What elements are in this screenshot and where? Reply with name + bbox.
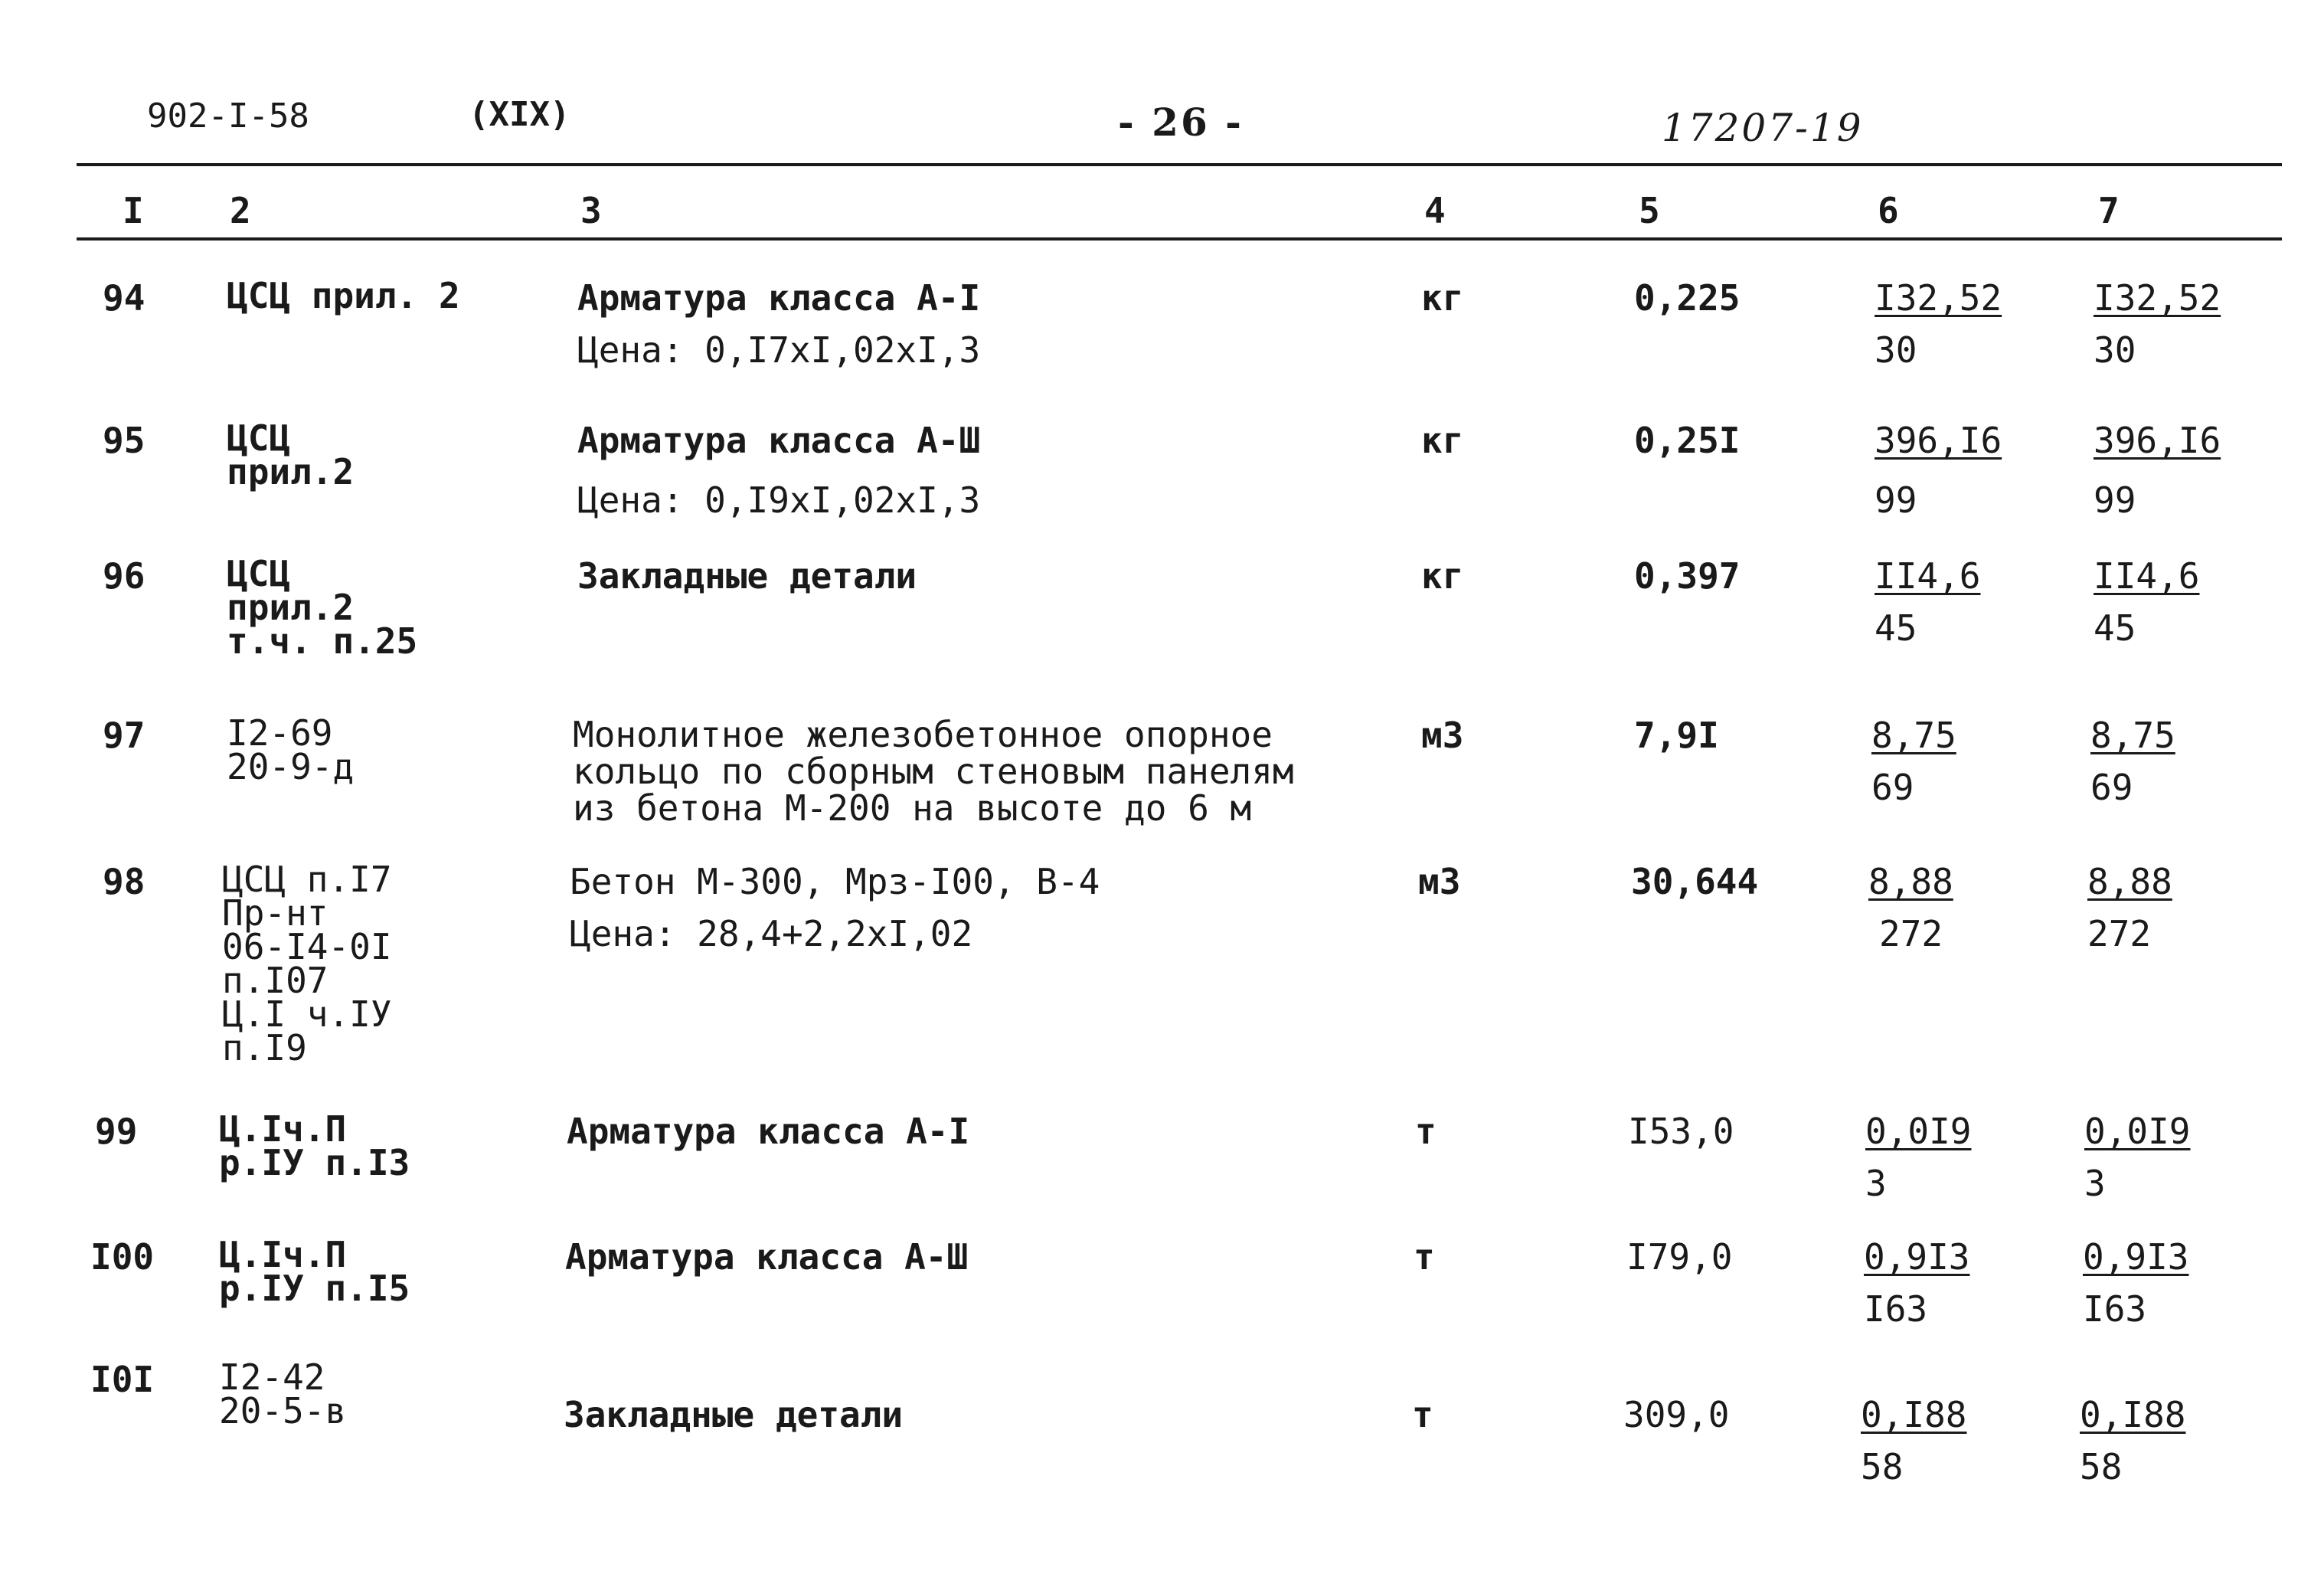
- row-number: 99: [95, 1111, 138, 1152]
- cost: 30: [1875, 329, 1917, 371]
- description-line: Арматура класса А-Ш: [577, 420, 981, 461]
- description-line: Арматура класса А-I: [567, 1111, 970, 1152]
- description-line: Цена: 0,I7xI,02xI,3: [577, 329, 981, 371]
- section-number: (XIX): [469, 95, 570, 134]
- norm-code-line: прил.2: [227, 587, 355, 628]
- quantity-cost-col7: [2087, 862, 2172, 953]
- row-number: I00: [90, 1236, 155, 1278]
- description-line: Монолитное железобетонное опорное: [573, 714, 1273, 755]
- unit-rate: 0,25I: [1634, 420, 1741, 461]
- column-header-5: 5: [1639, 190, 1660, 231]
- norm-code-line: Ц.Iч.П: [219, 1234, 347, 1275]
- unit-rate: I79,0: [1626, 1236, 1733, 1278]
- norm-code: [227, 553, 418, 662]
- quantity: 8,75: [2090, 715, 2175, 756]
- row-number: 96: [103, 555, 145, 597]
- unit-rate: 0,397: [1634, 555, 1741, 597]
- unit: кг: [1421, 420, 1464, 461]
- row-number: 98: [103, 861, 145, 902]
- quantity: 396,I6: [2094, 420, 2221, 461]
- quantity: 0,9I3: [1864, 1236, 1970, 1278]
- norm-code: [219, 1108, 410, 1183]
- description-line: Цена: 28,4+2,2xI,02: [570, 913, 973, 954]
- quantity: I32,52: [2094, 277, 2221, 319]
- description-line: Закладные детали: [564, 1394, 904, 1435]
- norm-code-line: 20-5-в: [219, 1390, 347, 1432]
- cost: 45: [2094, 607, 2136, 649]
- cost: 99: [2094, 479, 2136, 521]
- quantity-cost-col6: [1861, 1396, 1966, 1486]
- quantity-cost-col6: [1875, 421, 2002, 519]
- quantity: 0,0I9: [1865, 1111, 1972, 1152]
- item-description: [570, 862, 1100, 953]
- column-header-3: 3: [580, 190, 602, 231]
- quantity: I32,52: [1875, 277, 2002, 319]
- unit: кг: [1421, 277, 1464, 319]
- norm-code-line: I2-69: [227, 712, 333, 754]
- quantity-cost-col6: [1871, 716, 1956, 807]
- unit-rate: 30,644: [1631, 861, 1759, 902]
- description-line: Бетон М-300, Мрз-I00, В-4: [570, 861, 1100, 902]
- item-description: [565, 1238, 968, 1276]
- header-top-rule: [77, 163, 2282, 166]
- cost: 45: [1875, 607, 1917, 649]
- quantity-cost-col7: [2094, 421, 2221, 519]
- item-description: [577, 279, 980, 369]
- cost: I63: [2083, 1288, 2147, 1330]
- norm-code-line: т.ч. п.25: [227, 620, 418, 662]
- cost: 3: [2084, 1163, 2106, 1204]
- quantity: 8,75: [1871, 715, 1956, 756]
- description-line: Арматура класса А-I: [577, 277, 981, 319]
- norm-code: [219, 1234, 410, 1309]
- quantity-cost-col6: [1868, 862, 1953, 953]
- description-line: кольцо по сборным стеновым панелям: [573, 751, 1294, 792]
- column-header-1: I: [123, 190, 144, 231]
- column-header-4: 4: [1424, 190, 1446, 231]
- unit-rate: I53,0: [1628, 1111, 1734, 1152]
- cost: 99: [1875, 479, 1917, 521]
- norm-code-line: ЦСЦ: [227, 417, 291, 459]
- item-description: [577, 557, 917, 595]
- quantity-cost-col7: [2083, 1238, 2188, 1328]
- quantity: 0,0I9: [2084, 1111, 2191, 1152]
- description-line: Цена: 0,I9xI,02xI,3: [577, 479, 981, 521]
- page-number: - 26 -: [1118, 100, 1244, 145]
- cost: I63: [1864, 1288, 1928, 1330]
- norm-code-line: Пр-нт: [222, 892, 328, 934]
- norm-code-line: р.IУ п.I5: [219, 1268, 410, 1309]
- norm-code-line: ЦСЦ: [227, 553, 291, 594]
- cost: 69: [1871, 767, 1914, 808]
- norm-code-line: I2-42: [219, 1356, 325, 1398]
- norm-code-line: Ц.Iч.П: [219, 1108, 347, 1150]
- cost: 30: [2094, 329, 2136, 371]
- item-description: [577, 421, 980, 519]
- quantity: 8,88: [1868, 861, 1953, 902]
- norm-code-line: 20-9-д: [227, 746, 355, 787]
- norm-code-line: ЦСЦ прил. 2: [227, 275, 460, 316]
- description-line: Закладные детали: [577, 555, 917, 597]
- handwritten-doc-number: 17207-19: [1662, 106, 1864, 150]
- quantity-cost-col7: [2084, 1112, 2190, 1203]
- row-number: 95: [103, 420, 145, 461]
- row-number: 97: [103, 715, 145, 756]
- quantity: II4,6: [2094, 555, 2200, 597]
- unit-rate: 309,0: [1623, 1394, 1730, 1435]
- unit: т: [1412, 1394, 1433, 1435]
- quantity-cost-col6: [1875, 557, 1980, 647]
- quantity-cost-col7: [2080, 1396, 2185, 1486]
- norm-code-line: п.I07: [222, 960, 328, 1001]
- cost: 272: [1879, 913, 1943, 954]
- norm-code-line: Ц.I ч.IУ: [222, 993, 392, 1035]
- norm-code: [222, 859, 392, 1068]
- norm-code: [227, 417, 355, 492]
- quantity-cost-col7: [2094, 557, 2199, 647]
- unit-rate: 0,225: [1634, 277, 1741, 319]
- item-description: [573, 714, 1294, 829]
- norm-code: [227, 275, 460, 316]
- quantity: II4,6: [1875, 555, 1981, 597]
- quantity: 396,I6: [1875, 420, 2002, 461]
- quantity-cost-col7: [2090, 716, 2175, 807]
- norm-code-line: п.I9: [222, 1027, 307, 1068]
- column-header-2: 2: [230, 190, 251, 231]
- unit: кг: [1421, 555, 1464, 597]
- unit: м3: [1421, 715, 1464, 756]
- norm-code-line: р.IУ п.I3: [219, 1142, 410, 1183]
- norm-code-line: ЦСЦ п.I7: [222, 859, 392, 900]
- row-number: 94: [103, 277, 145, 319]
- quantity: 0,I88: [2080, 1394, 2186, 1435]
- unit: т: [1414, 1236, 1435, 1278]
- column-header-6: 6: [1878, 190, 1899, 231]
- unit: т: [1415, 1111, 1437, 1152]
- header-bottom-rule: [77, 237, 2282, 241]
- norm-code: [219, 1356, 347, 1432]
- cost: 272: [2087, 913, 2152, 954]
- norm-code-line: 06-I4-0I: [222, 926, 392, 967]
- cost: 58: [1861, 1446, 1904, 1487]
- quantity: 0,I88: [1861, 1394, 1967, 1435]
- quantity-cost-col7: [2094, 279, 2221, 369]
- norm-code: [227, 712, 355, 787]
- column-header-7: 7: [2098, 190, 2120, 231]
- cost: 3: [1865, 1163, 1887, 1204]
- quantity: 0,9I3: [2083, 1236, 2189, 1278]
- cost: 58: [2080, 1446, 2123, 1487]
- quantity-cost-col6: [1865, 1112, 1971, 1203]
- item-description: [564, 1396, 903, 1434]
- quantity-cost-col6: [1864, 1238, 1969, 1328]
- unit: м3: [1418, 861, 1461, 902]
- quantity: 8,88: [2087, 861, 2172, 902]
- document-code: 902-I-58: [147, 97, 309, 136]
- description-line: из бетона М-200 на высоте до 6 м: [573, 787, 1252, 829]
- row-number: I0I: [90, 1359, 155, 1400]
- description-line: Арматура класса А-Ш: [565, 1236, 969, 1278]
- item-description: [567, 1112, 969, 1150]
- norm-code-line: прил.2: [227, 451, 355, 492]
- cost: 69: [2090, 767, 2133, 808]
- unit-rate: 7,9I: [1634, 715, 1719, 756]
- quantity-cost-col6: [1875, 279, 2002, 369]
